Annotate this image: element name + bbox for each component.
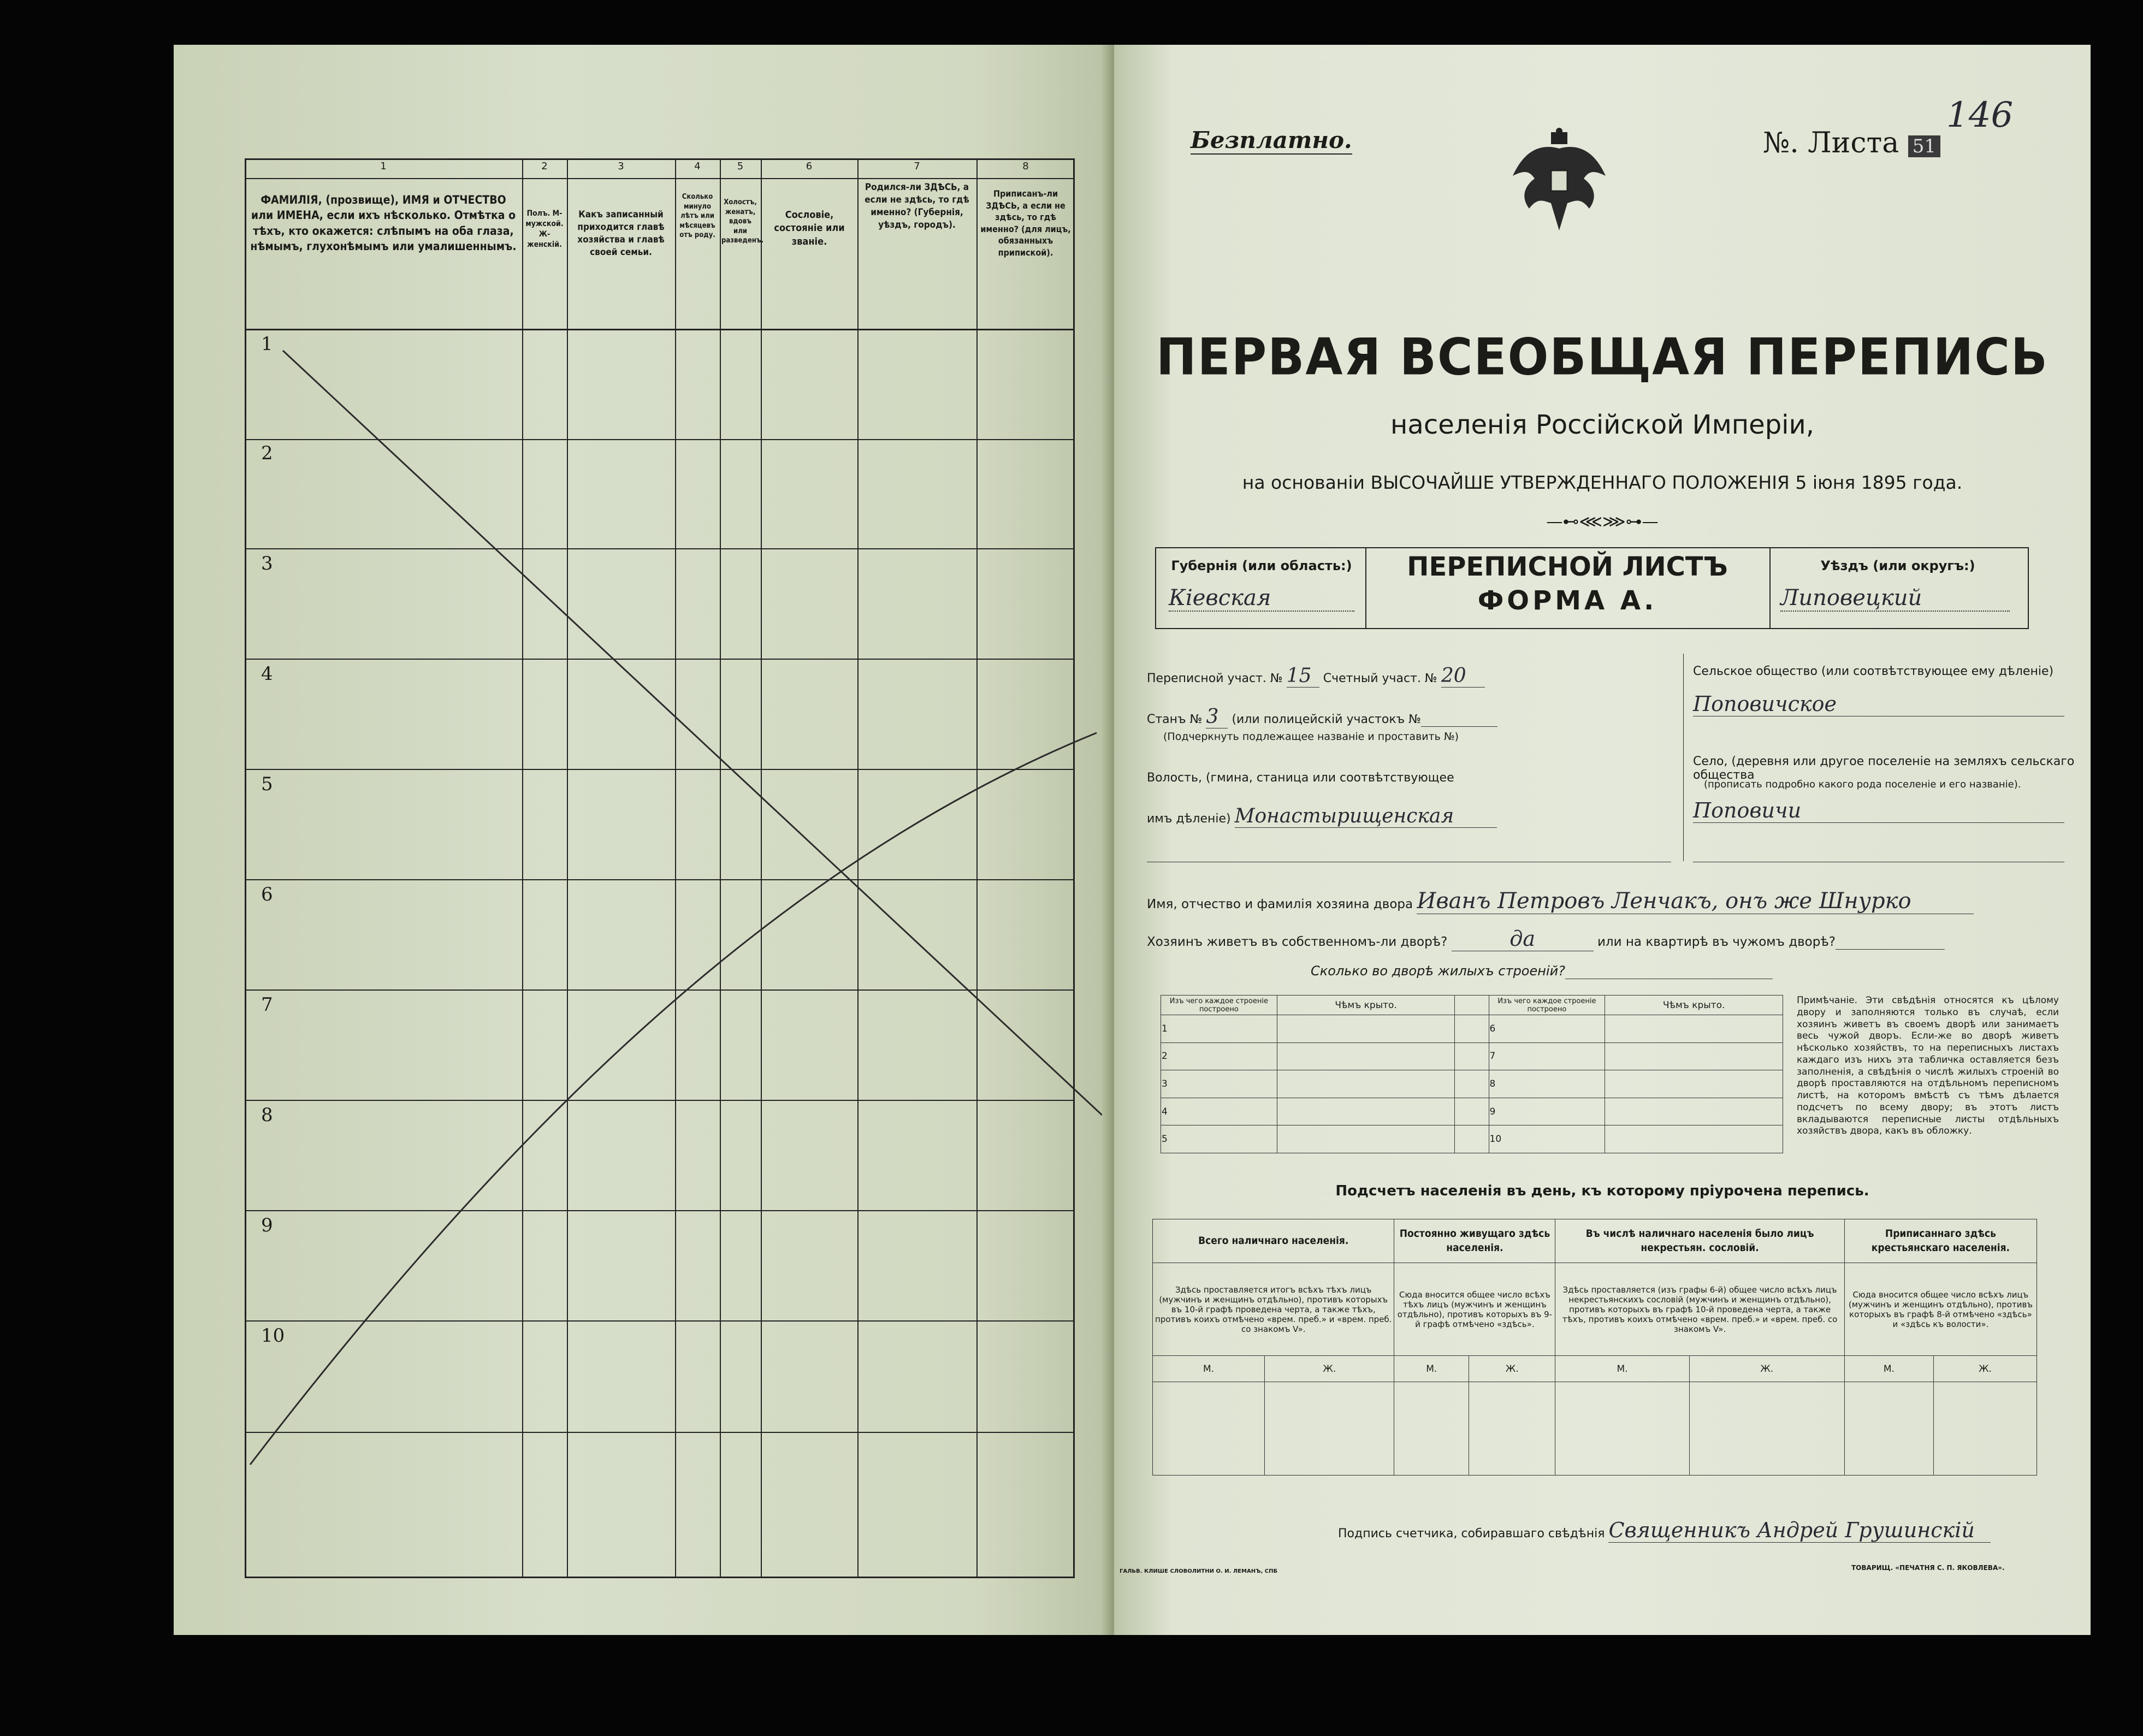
count-head-4: Приписаннаго здѣсь крестьянскаго населенія. — [1844, 1219, 2037, 1263]
count-head-3: Въ числѣ наличнаго населенія было лицъ некрестьян. сословій. — [1555, 1219, 1844, 1263]
col-num-1: 1 — [380, 161, 387, 172]
signature-line: Подпись счетчика, собиравшаго свѣдѣнія Священникъ Андрей Грушинскій — [1338, 1518, 2081, 1543]
double-headed-eagle-emblem — [1507, 127, 1611, 236]
row-number: 2 — [261, 442, 273, 464]
ornament-divider: —⊷⋘⋙⊶— — [1546, 512, 1659, 531]
census-basis: на основаніи ВЫСОЧАЙШЕ УТВЕРЖДЕННАГО ПОЛОЖЕНІЯ 5 іюня 1895 года. — [1242, 472, 1963, 493]
bt-header-material: Изъ чего каждое строеніе построено — [1161, 996, 1277, 1015]
uezd-label: Уѣздъ (или округъ:) — [1820, 558, 1975, 573]
count-m-label: М. — [1394, 1356, 1469, 1382]
count-head-1: Всего наличнаго населенія. — [1153, 1219, 1394, 1263]
bt-row: 1 — [1161, 1015, 1277, 1043]
count-zh-label: Ж. — [1689, 1356, 1844, 1382]
bt-row: 8 — [1489, 1070, 1605, 1098]
col-num-7: 7 — [914, 161, 920, 172]
buildings-table — [1161, 995, 1783, 1153]
col-header-5: Холостъ, женатъ, вдовъ или разведенъ. — [721, 198, 764, 245]
schet-value: 20 — [1441, 665, 1485, 688]
selo-value: Поповичи — [1693, 798, 2064, 823]
col-header-6: Сословіе, состояніе или званіе. — [774, 209, 845, 247]
archive-number: 146 — [1946, 95, 2014, 135]
col-header-1: ФАМИЛІЯ, (прозвище), ИМЯ и ОТЧЕСТВО или ИМЕНА, если ихъ нѣсколько. Отмѣтка о тѣхъ, кто окажется: слѣпымъ на оба глаза, нѣмымъ, глухонѣмымъ или умалишеннымъ. — [250, 193, 517, 253]
col-header-7: Родился-ли ЗДѢСЬ, а если не здѣсь, то гдѣ именно? (Губернія, уѣздъ, городъ). — [865, 182, 969, 230]
col-num-2: 2 — [541, 161, 548, 172]
row-number: 7 — [261, 994, 273, 1016]
row-number: 8 — [261, 1104, 273, 1126]
count-title: Подсчетъ населенія въ день, къ которому пріурочена перепись. — [1335, 1183, 1869, 1199]
form-title: ПЕРЕПИСНОЙ ЛИСТЪ — [1407, 552, 1728, 582]
bt-row: 6 — [1489, 1015, 1605, 1043]
form-subtitle: ФОРМА А. — [1477, 585, 1657, 616]
col-num-8: 8 — [1022, 161, 1029, 172]
volost-label: Волость, (гмина, станица или соотвѣтствующее — [1147, 771, 1454, 785]
census-subtitle: населенія Россійской Имперіи, — [1390, 410, 1814, 440]
bt-header-roof: Чѣмъ крыто. — [1605, 996, 1783, 1015]
row-number: 9 — [261, 1214, 273, 1236]
row-number: 10 — [261, 1325, 285, 1347]
uchastok-line: Переписной участ. № 15 Счетный участ. № 20 — [1147, 665, 1671, 688]
owner-line: Имя, отчество и фамилія хозяина двора Иванъ Петровъ Ленчакъ, онъ же Шнурко — [1147, 888, 2075, 914]
bt-row: 7 — [1489, 1042, 1605, 1070]
col-num-5: 5 — [737, 161, 744, 172]
count-desc-4: Сюда вносится общее число всѣхъ лицъ (мужчинъ и женщинъ отдѣльно), противъ которыхъ въ графѣ 8-й отмѣчено «здѣсь» и «здѣсь къ волости». — [1844, 1263, 2037, 1356]
sheet-number: 51 — [1908, 135, 1940, 157]
bt-row: 3 — [1161, 1070, 1277, 1098]
printer-mark-right: ТОВАРИЩ. «ПЕЧАТНЯ С. П. ЯКОВЛЕВА». — [1851, 1564, 2005, 1572]
left-page — [174, 45, 1114, 1635]
row-number: 1 — [261, 333, 273, 355]
bt-header-roof: Чѣмъ крыто. — [1277, 996, 1455, 1015]
lives-line: Хозяинъ живетъ въ собственномъ-ли дворѣ? да или на квартирѣ въ чужомъ дворѣ? — [1147, 927, 2075, 951]
col-header-2: Полъ. М-мужской. Ж-женскій. — [525, 209, 564, 249]
cross-out-mark — [174, 45, 1114, 1635]
count-m-label: М. — [1844, 1356, 1933, 1382]
row-number: 4 — [261, 663, 273, 685]
free-label: Безплатно. — [1191, 127, 1352, 153]
count-zh-label: Ж. — [1469, 1356, 1555, 1382]
count-zh-label: Ж. — [1265, 1356, 1394, 1382]
row-number: 5 — [261, 773, 273, 795]
col-num-6: 6 — [806, 161, 813, 172]
printer-mark-left: ГАЛЬВ. КЛИШЕ СЛОВОЛИТНИ О. И. ЛЕМАНЪ, СПБ — [1120, 1568, 1278, 1574]
volost-line: имъ дѣленіе) Монастырищенская — [1147, 805, 1671, 828]
col-header-3: Какъ записанный приходится главѣ хозяйства и главѣ своей семьи. — [577, 209, 665, 258]
buildings-line: Сколько во дворѣ жилыхъ строеній? — [1311, 963, 1966, 979]
uezd-value: Липовецкий — [1780, 585, 2010, 612]
sheet-label: №. Листа 51 — [1763, 127, 1940, 159]
selskoe-value: Поповичское — [1693, 692, 2064, 716]
count-m-label: М. — [1555, 1356, 1689, 1382]
bt-row: 5 — [1161, 1125, 1277, 1153]
guberniya-label: Губернія (или область:) — [1171, 558, 1352, 573]
stan-note: (Подчеркнуть подлежащее названіе и проставить №) — [1163, 731, 1459, 743]
volost-value: Монастырищенская — [1235, 805, 1497, 828]
col-num-4: 4 — [694, 161, 701, 172]
bt-row: 4 — [1161, 1098, 1277, 1125]
count-desc-3: Здѣсь проставляется (изъ графы 6-й) общее число всѣхъ лицъ некрестьянскихъ сословій (мужчинъ и женщинъ отдѣльно), противъ которыхъ въ графѣ 10-й проведена черта, а также тѣхъ, противъ коихъ отмѣчено «врем. преб.» и «врем. преб. со знакомъ V». — [1555, 1263, 1844, 1356]
bt-row: 9 — [1489, 1098, 1605, 1125]
count-zh-label: Ж. — [1933, 1356, 2037, 1382]
owner-value: Иванъ Петровъ Ленчакъ, онъ же Шнурко — [1417, 888, 1974, 914]
buildings-note: Примѣчаніе. Эти свѣдѣнія относятся къ цѣлому двору и заполняются только въ случаѣ, если хозяинъ живетъ въ своемъ дворѣ или занимаетъ весь чужой дворъ. Если-же во дворѣ живетъ нѣсколько хозяйствъ, то на переписныхъ листахъ каждаго изъ нихъ эта табличка оставляется безъ заполненія, а свѣдѣнія о числѣ жилыхъ строеній во дворѣ проставляются на отдѣльномъ переписномъ листѣ, на которомъ вмѣстѣ съ тѣмъ дѣлается подсчетъ по всему двору; въ этотъ листъ вкладываются переписные листы отдѣльныхъ хозяйствъ двора, какъ въ обложку. — [1797, 995, 2059, 1137]
selo-label: Село, (деревня или другое поселеніе на земляхъ сельскаго общества — [1693, 755, 2075, 782]
lives-value: да — [1452, 927, 1594, 951]
count-head-2: Постоянно живущаго здѣсь населенія. — [1394, 1219, 1555, 1263]
bt-row: 2 — [1161, 1042, 1277, 1070]
right-page — [1114, 45, 2091, 1635]
census-title: ПЕРВАЯ ВСЕОБЩАЯ ПЕРЕПИСЬ — [1156, 327, 2049, 387]
col-header-4: Сколько минуло лѣтъ или мѣсяцевъ отъ роду. — [679, 193, 715, 240]
count-table — [1152, 1219, 2037, 1476]
row-number: 3 — [261, 553, 273, 574]
col-header-8: Приписанъ-ли ЗДѢСЬ, а если не здѣсь, то гдѣ именно? (для лицъ, обязанныхъ припиской). — [980, 188, 1071, 258]
row-number: 6 — [261, 884, 273, 905]
count-m-label: М. — [1153, 1356, 1265, 1382]
bt-header-material: Изъ чего каждое строеніе построено — [1489, 996, 1605, 1015]
col-num-3: 3 — [618, 161, 624, 172]
selskoe-label: Сельское общество (или соотвѣтствующее ему дѣленіе) — [1693, 665, 2054, 678]
stan-value: 3 — [1206, 706, 1228, 728]
bt-row: 10 — [1489, 1125, 1605, 1153]
count-desc-2: Сюда вносится общее число всѣхъ тѣхъ лицъ (мужчинъ и женщинъ отдѣльно), противъ которыхъ въ 9-й графѣ отмѣчено «здѣсь». — [1394, 1263, 1555, 1356]
stan-line: Станъ № 3 (или полицейскій участокъ № — [1147, 706, 1671, 728]
signature-value: Священникъ Андрей Грушинскій — [1608, 1518, 1991, 1543]
uchastok-value: 15 — [1287, 665, 1319, 688]
selo-note: (прописать подробно какого рода поселеніе и его названіе). — [1704, 779, 2021, 790]
guberniya-value: Кіевская — [1169, 585, 1354, 612]
count-desc-1: Здѣсь проставляется итогъ всѣхъ тѣхъ лицъ (мужчинъ и женщинъ отдѣльно), противъ которыхъ въ 10-й графѣ проведена черта, а также тѣхъ, противъ коихъ отмѣчено «врем. преб.» и «врем. преб. со знакомъ V». — [1153, 1263, 1394, 1356]
